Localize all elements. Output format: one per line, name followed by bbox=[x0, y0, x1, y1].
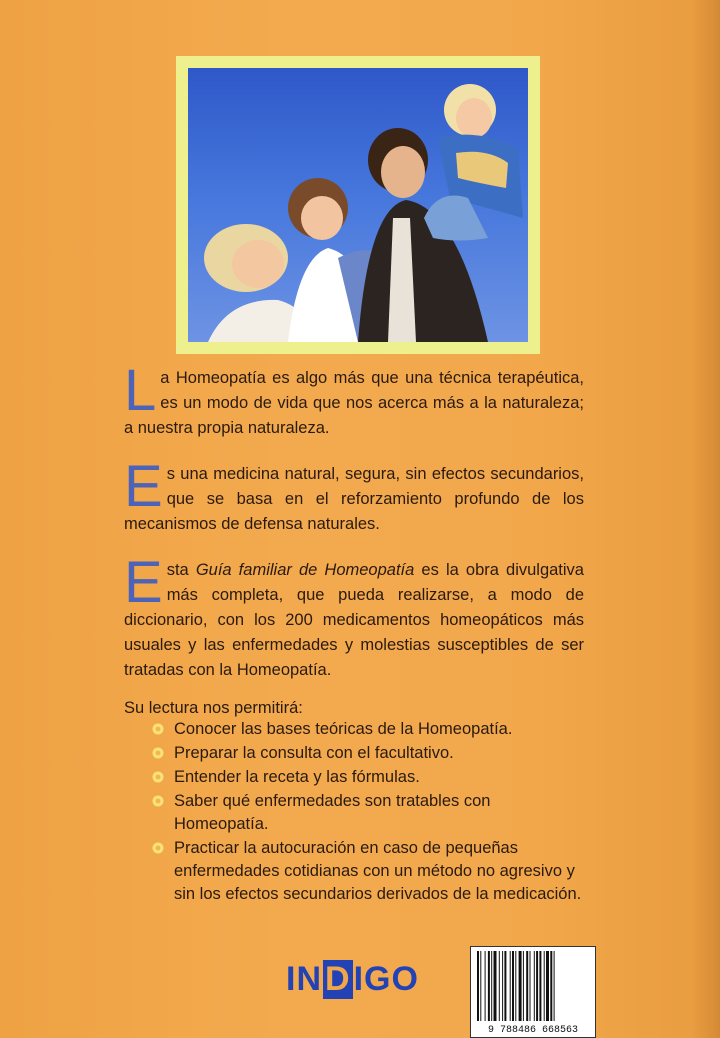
flower-bullet-icon bbox=[152, 842, 164, 854]
family-photo bbox=[188, 68, 528, 342]
flower-bullet-icon bbox=[152, 723, 164, 735]
list-item-text: Practicar la autocuración en caso de pequeñas enfermedades cotidianas con un método no agresivo y sin los efectos secundarios derivados de la medicación. bbox=[174, 839, 582, 903]
medicine-paragraph bbox=[124, 454, 584, 537]
isbn-barcode bbox=[470, 946, 596, 1038]
flower-bullet-icon bbox=[152, 771, 164, 783]
paragraph-text-start: sta bbox=[166, 561, 196, 579]
list-item bbox=[146, 718, 586, 741]
list-item-text: Conocer las bases teóricas de la Homeopatía. bbox=[174, 720, 513, 738]
paragraph-text: s una medicina natural, segura, sin efectos secundarios, que se basa en el reforzamiento profundo de los mecanismos de defensa naturales. bbox=[124, 465, 584, 533]
intro-paragraph bbox=[124, 358, 584, 441]
list-item-text: Preparar la consulta con el facultativo. bbox=[174, 744, 454, 762]
list-item bbox=[146, 837, 586, 906]
guide-paragraph bbox=[124, 550, 584, 683]
logo-text-end: IGO bbox=[353, 960, 419, 998]
paragraph-text-end: es la obra divulgativa más completa, que pueda realizarse, a modo de diccionario, con los 200 medicamentos homeopáticos más usuales y las enfermedades y molestias susceptibles de ser tratadas con la Homeopatía. bbox=[124, 561, 584, 679]
isbn-number: 9 788486 668563 bbox=[487, 1025, 578, 1036]
list-item-text: Entender la receta y las fórmulas. bbox=[174, 768, 420, 786]
family-photo-illustration bbox=[188, 68, 528, 342]
paragraph-text bbox=[124, 550, 584, 683]
dropcap-letter: E bbox=[124, 550, 163, 615]
benefits-list bbox=[146, 718, 586, 907]
paragraph-text: a Homeopatía es algo más que una técnica terapéutica, es un modo de vida que nos acerca más a la naturaleza; a nuestra propia naturaleza. bbox=[124, 369, 584, 437]
list-item bbox=[146, 742, 586, 765]
flower-bullet-icon bbox=[152, 747, 164, 759]
logo-boxed-letter: D bbox=[325, 960, 351, 998]
list-item bbox=[146, 790, 586, 836]
barcode-bars bbox=[477, 951, 591, 1021]
list-item-text: Saber qué enfermedades son tratables con Homeopatía. bbox=[174, 792, 491, 833]
publisher-logo bbox=[286, 960, 419, 999]
photo-frame bbox=[176, 56, 540, 354]
dropcap-letter: L bbox=[124, 358, 157, 423]
book-title: Guía familiar de Homeopatía bbox=[195, 561, 415, 579]
dropcap-letter: E bbox=[124, 454, 163, 519]
logo-text-start: IN bbox=[286, 960, 322, 998]
cover-edge-shadow bbox=[692, 0, 720, 1038]
flower-bullet-icon bbox=[152, 795, 164, 807]
list-item bbox=[146, 766, 586, 789]
benefits-intro: Su lectura nos permitirá: bbox=[124, 699, 303, 717]
